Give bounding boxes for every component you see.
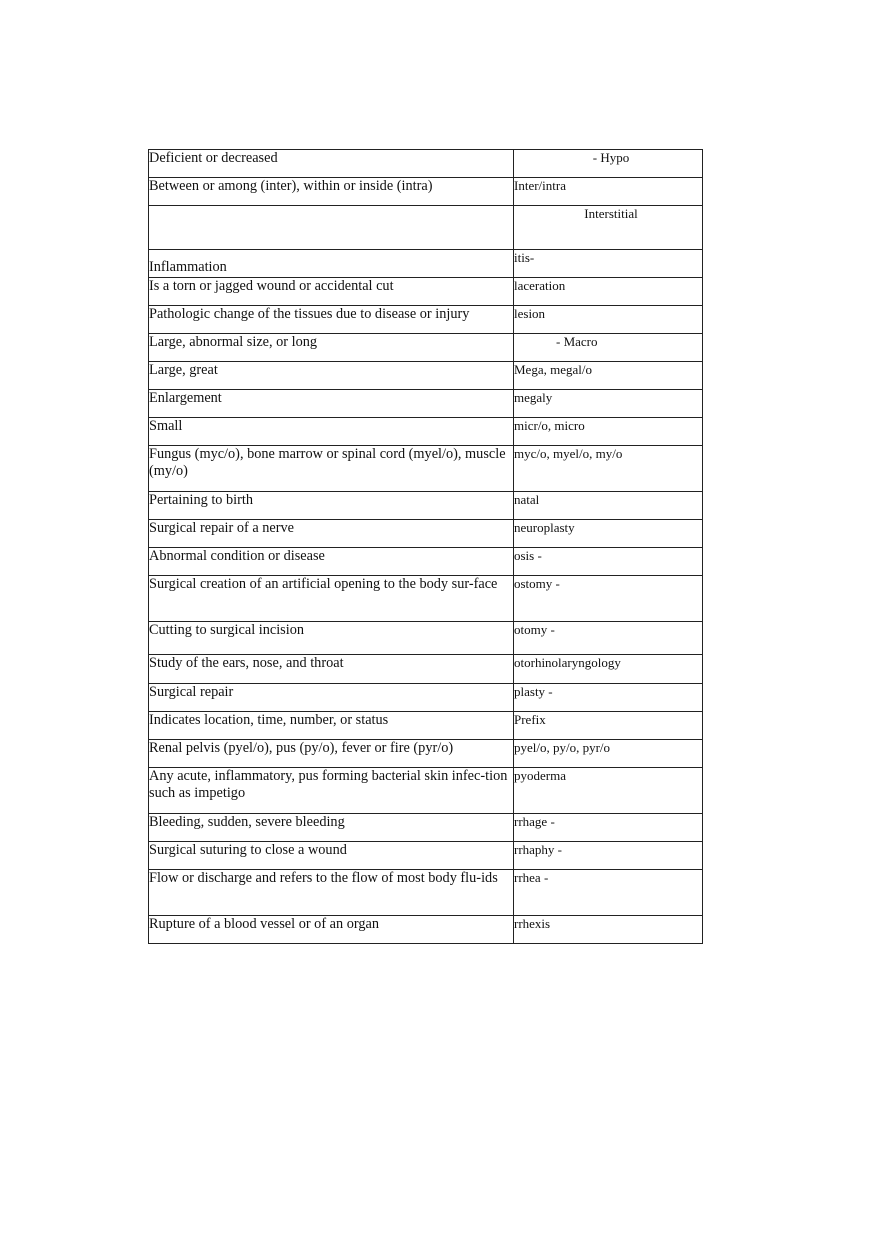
table-row <box>149 278 703 306</box>
table-row <box>149 768 703 814</box>
table-row <box>149 740 703 768</box>
table-row <box>149 520 703 548</box>
definition-cell: Rupture of a blood vessel or of an organ <box>149 916 514 944</box>
table-row <box>149 492 703 520</box>
term-cell: Prefix <box>514 712 703 740</box>
table-row <box>149 712 703 740</box>
definition-cell: Surgical repair of a nerve <box>149 520 514 548</box>
table-row <box>149 622 703 655</box>
term-cell: pyel/o, py/o, pyr/o <box>514 740 703 768</box>
table-row <box>149 916 703 944</box>
definition-cell: Surgical creation of an artificial opening to the body sur-face <box>149 576 514 622</box>
definition-cell: Pertaining to birth <box>149 492 514 520</box>
term-cell: micr/o, micro <box>514 418 703 446</box>
term-cell: rrhexis <box>514 916 703 944</box>
definition-cell: Large, great <box>149 362 514 390</box>
definition-cell: Pathologic change of the tissues due to disease or injury <box>149 306 514 334</box>
table-row <box>149 206 703 250</box>
table-row <box>149 178 703 206</box>
term-cell: - Hypo <box>514 150 703 178</box>
definition-cell: Study of the ears, nose, and throat <box>149 655 514 684</box>
definition-cell: Renal pelvis (pyel/o), pus (py/o), fever or fire (pyr/o) <box>149 740 514 768</box>
definition-cell: Surgical suturing to close a wound <box>149 842 514 870</box>
definition-cell: Cutting to surgical incision <box>149 622 514 655</box>
table-row <box>149 814 703 842</box>
table-row <box>149 842 703 870</box>
term-cell: laceration <box>514 278 703 306</box>
table-row <box>149 150 703 178</box>
definition-cell: Inflammation <box>149 250 514 278</box>
definition-cell: Bleeding, sudden, severe bleeding <box>149 814 514 842</box>
table-row <box>149 684 703 712</box>
term-cell: otorhinolaryngology <box>514 655 703 684</box>
table-row <box>149 446 703 492</box>
term-cell: Interstitial <box>514 206 703 250</box>
term-cell: megaly <box>514 390 703 418</box>
table-row <box>149 655 703 684</box>
term-cell: neuroplasty <box>514 520 703 548</box>
medical-terms-table <box>148 149 703 944</box>
term-cell: itis- <box>514 250 703 278</box>
definition-cell: Flow or discharge and refers to the flow of most body flu-ids <box>149 870 514 916</box>
term-cell: plasty - <box>514 684 703 712</box>
definition-cell: Any acute, inflammatory, pus forming bacterial skin infec-tion such as impetigo <box>149 768 514 814</box>
definition-cell: Small <box>149 418 514 446</box>
term-cell: lesion <box>514 306 703 334</box>
table-row <box>149 250 703 278</box>
term-cell: pyoderma <box>514 768 703 814</box>
term-cell: Inter/intra <box>514 178 703 206</box>
definition-cell: Between or among (inter), within or inside (intra) <box>149 178 514 206</box>
table-row <box>149 362 703 390</box>
term-cell: rrhaphy - <box>514 842 703 870</box>
definition-cell: Indicates location, time, number, or status <box>149 712 514 740</box>
term-cell: rrhage - <box>514 814 703 842</box>
term-cell: Mega, megal/o <box>514 362 703 390</box>
term-cell: osis - <box>514 548 703 576</box>
definition-cell: Surgical repair <box>149 684 514 712</box>
term-cell: ostomy - <box>514 576 703 622</box>
definition-cell: Enlargement <box>149 390 514 418</box>
table-row <box>149 548 703 576</box>
definition-cell: Is a torn or jagged wound or accidental cut <box>149 278 514 306</box>
term-cell: natal <box>514 492 703 520</box>
definition-cell: Large, abnormal size, or long <box>149 334 514 362</box>
term-cell: - Macro <box>514 334 703 362</box>
term-cell: rrhea - <box>514 870 703 916</box>
table-row <box>149 870 703 916</box>
definition-cell: Abnormal condition or disease <box>149 548 514 576</box>
term-cell: myc/o, myel/o, my/o <box>514 446 703 492</box>
table-row <box>149 306 703 334</box>
definition-cell: Fungus (myc/o), bone marrow or spinal cord (myel/o), muscle (my/o) <box>149 446 514 492</box>
table-row <box>149 390 703 418</box>
table-row <box>149 576 703 622</box>
term-cell: otomy - <box>514 622 703 655</box>
definition-cell <box>149 206 514 250</box>
table-row <box>149 418 703 446</box>
table-row <box>149 334 703 362</box>
definition-cell: Deficient or decreased <box>149 150 514 178</box>
